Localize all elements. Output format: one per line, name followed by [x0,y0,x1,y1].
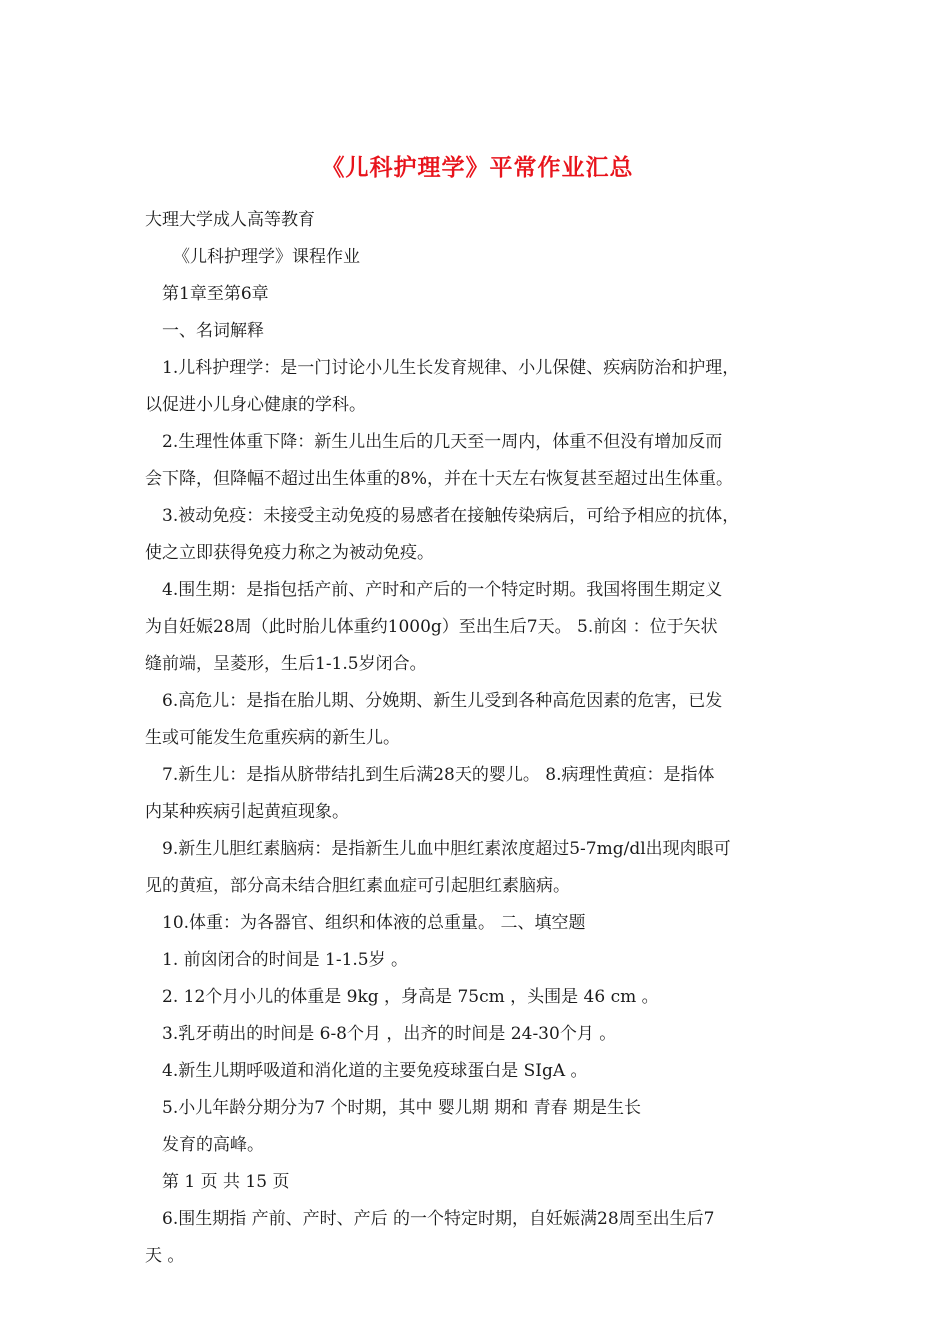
page-footer: 第 1 页 共 15 页 [162,1172,290,1192]
definition-6-line-1: 6.高危儿：是指在胎儿期、分娩期、新生儿受到各种高危因素的危害，已发 [162,691,723,711]
course-line: 《儿科护理学》课程作业 [173,247,360,267]
fill-item-6-line-2: 天 。 [145,1246,185,1266]
definition-2-line-2: 会下降，但降幅不超过出生体重的8%，并在十天左右恢复甚至超过出生体重。 [145,469,733,489]
definition-10-line: 10.体重：为各器官、组织和体液的总重量。 二、填空题 [162,913,586,933]
fill-item-5-line-1: 5.小儿年龄分期分为7 个时期，其中 婴儿期 期和 青春 期是生长 [162,1098,642,1118]
definition-4-line-2: 为自妊娠28周（此时胎儿体重约1000g）至出生后7天。 5.前囟 ：位于矢状 [145,617,718,637]
definition-7-line-2: 内某种疾病引起黄疸现象。 [145,802,349,822]
definition-1-line-2: 以促进小儿身心健康的学科。 [145,395,366,415]
definition-9-line-2: 见的黄疸，部分高未结合胆红素血症可引起胆红素脑病。 [145,876,570,896]
fill-item-6-line-1: 6.围生期指 产前、产时、产后 的一个特定时期，自妊娠满28周至出生后7 [162,1209,715,1229]
definition-3-line-2: 使之立即获得免疫力称之为被动免疫。 [145,543,434,563]
definition-1-line-1: 1.儿科护理学：是一门讨论小儿生长发育规律、小儿保健、疾病防治和护理， [162,358,740,378]
fill-item-2: 2. 12个月小儿的体重是 9kg ，身高是 75cm ，头围是 46 cm 。 [162,987,659,1007]
fill-item-1: 1. 前囟闭合的时间是 1-1.5岁 。 [162,950,409,970]
definition-4-line-1: 4.围生期：是指包括产前、产时和产后的一个特定时期。我国将围生期定义 [162,580,723,600]
definition-2-line-1: 2.生理性体重下降：新生儿出生后的几天至一周内，体重不但没有增加反而 [162,432,723,452]
definition-4-line-3: 缝前端，呈菱形，生后1-1.5岁闭合。 [145,654,427,674]
fill-item-5-line-2: 发育的高峰。 [162,1135,264,1155]
definition-7-line-1: 7.新生儿：是指从脐带结扎到生后满28天的婴儿。 8.病理性黄疸：是指体 [162,765,715,785]
definition-6-line-2: 生或可能发生危重疾病的新生儿。 [145,728,400,748]
fill-item-4: 4.新生儿期呼吸道和消化道的主要免疫球蛋白是 SIgA 。 [162,1061,588,1081]
fill-item-3: 3.乳牙萌出的时间是 6-8个月 ，出齐的时间是 24-30个月 。 [162,1024,617,1044]
definition-3-line-1: 3.被动免疫：未接受主动免疫的易感者在接触传染病后，可给予相应的抗体， [162,506,740,526]
definition-9-line-1: 9.新生儿胆红素脑病：是指新生儿血中胆红素浓度超过5-7mg/dl出现肉眼可 [162,839,731,859]
institution-line: 大理大学成人高等教育 [145,210,315,230]
document-title: 《儿科护理学》平常作业汇总 [321,154,634,181]
section-heading-definitions: 一、名词解释 [162,321,264,341]
chapters-line: 第1章至第6章 [162,284,269,304]
